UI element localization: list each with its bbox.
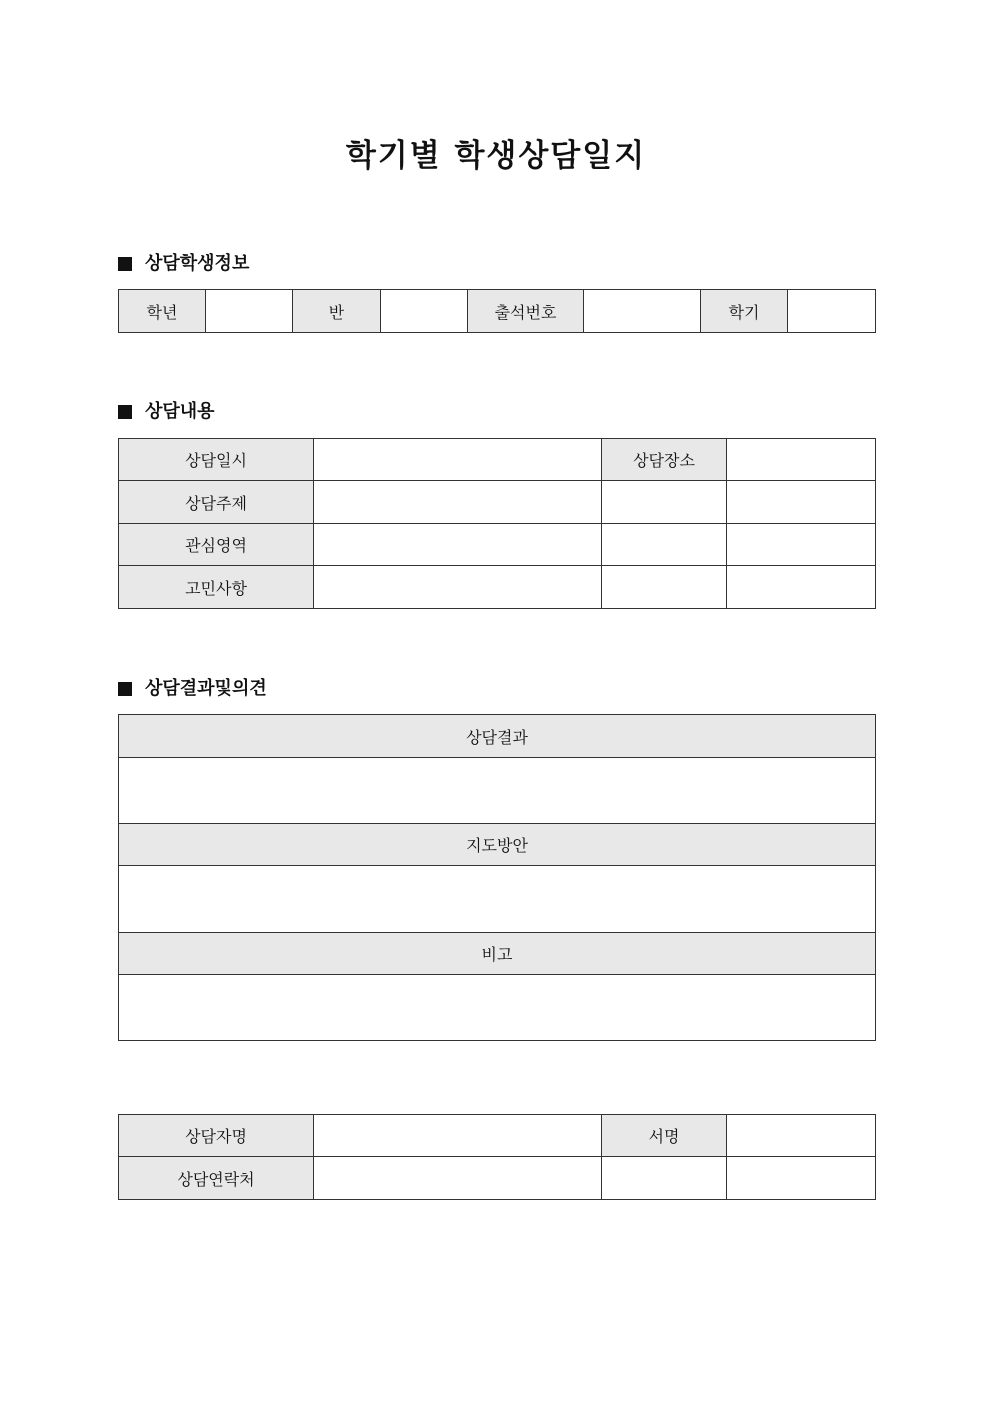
square-bullet-icon (118, 257, 132, 271)
remarks-field[interactable] (119, 975, 876, 1041)
section-heading-result-opinion (118, 676, 267, 702)
interest-area-extra-field[interactable] (602, 524, 727, 566)
table-row (119, 975, 876, 1041)
grade-field[interactable] (206, 290, 293, 333)
result-opinion-table (118, 714, 876, 1041)
counsel-place-field[interactable] (727, 439, 876, 481)
counselor-name-field[interactable] (314, 1115, 602, 1157)
table-row (119, 715, 876, 758)
signature-label: 서명 (602, 1115, 727, 1157)
counselor-name-label: 상담자명 (119, 1115, 314, 1157)
concerns-label: 고민사항 (119, 566, 314, 609)
counsel-topic-label: 상담주제 (119, 481, 314, 524)
guidance-plan-label: 지도방안 (119, 824, 876, 866)
counsel-result-label: 상담결과 (119, 715, 876, 758)
interest-area-extra-value[interactable] (727, 524, 876, 566)
section-heading-label: 상담내용 (145, 401, 215, 422)
table-row (119, 933, 876, 975)
section-heading-label: 상담결과및의견 (145, 678, 267, 699)
counselor-contact-label: 상담연락처 (119, 1157, 314, 1200)
section-heading-counsel-content (118, 399, 215, 425)
counsel-content-table (118, 438, 876, 609)
table-row (119, 439, 876, 481)
concerns-extra-field[interactable] (602, 566, 727, 609)
attendance-number-label: 출석번호 (468, 290, 584, 333)
class-label: 반 (293, 290, 381, 333)
counsel-result-field[interactable] (119, 758, 876, 824)
table-row (119, 290, 876, 333)
section-heading-label: 상담학생정보 (145, 253, 250, 274)
remarks-label: 비고 (119, 933, 876, 975)
guidance-plan-field[interactable] (119, 866, 876, 933)
square-bullet-icon (118, 682, 132, 696)
semester-field[interactable] (788, 290, 876, 333)
table-row (119, 1115, 876, 1157)
table-row (119, 758, 876, 824)
semester-label: 학기 (701, 290, 788, 333)
concerns-field[interactable] (314, 566, 602, 609)
counsel-place-label: 상담장소 (602, 439, 727, 481)
counselor-contact-extra-value[interactable] (727, 1157, 876, 1200)
table-row (119, 481, 876, 524)
counselor-table (118, 1114, 876, 1200)
table-row (119, 866, 876, 933)
interest-area-field[interactable] (314, 524, 602, 566)
page-title: 학기별 학생상담일지 (345, 138, 647, 174)
signature-field[interactable] (727, 1115, 876, 1157)
counselor-contact-extra-field[interactable] (602, 1157, 727, 1200)
class-field[interactable] (381, 290, 468, 333)
table-row (119, 566, 876, 609)
student-info-table (118, 289, 876, 333)
counsel-datetime-field[interactable] (314, 439, 602, 481)
square-bullet-icon (118, 405, 132, 419)
counsel-topic-extra-value[interactable] (727, 481, 876, 524)
table-row (119, 1157, 876, 1200)
counselor-contact-field[interactable] (314, 1157, 602, 1200)
counsel-topic-extra-field[interactable] (602, 481, 727, 524)
table-row (119, 524, 876, 566)
grade-label: 학년 (119, 290, 206, 333)
counsel-topic-field[interactable] (314, 481, 602, 524)
concerns-extra-value[interactable] (727, 566, 876, 609)
interest-area-label: 관심영역 (119, 524, 314, 566)
section-heading-student-info (118, 251, 249, 277)
attendance-number-field[interactable] (584, 290, 701, 333)
table-row (119, 824, 876, 866)
counsel-datetime-label: 상담일시 (119, 439, 314, 481)
